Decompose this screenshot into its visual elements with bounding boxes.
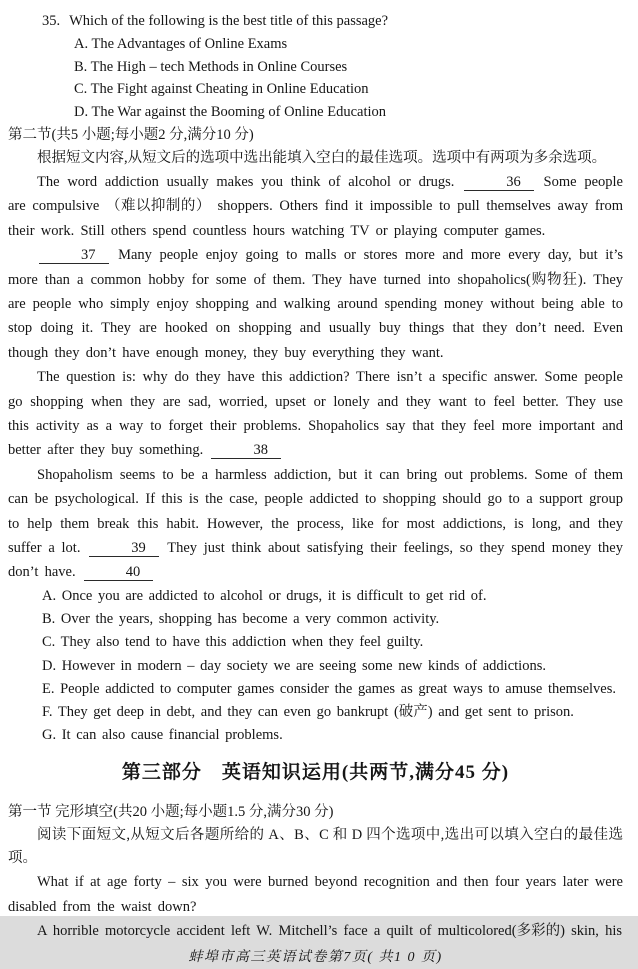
choice-option: G. It can also cause financial problems. [42,727,283,744]
question-35-number: 35. [42,13,61,29]
page-footer: 蚌埠市高三英语试卷第7页( 共1 0 页) [188,949,443,965]
choice-option: C. They also tend to have this addiction when they feel guilty. [42,634,424,651]
question-35 [42,10,623,33]
question-35-option: A. The Advantages of Online Exams [74,35,288,52]
question-35-option: C. The Fight against Cheating in Online Education [74,81,369,98]
section2-heading: 第二节(共5 小题;每小题2 分,满分10 分) [8,126,254,143]
choice-option: F. They get deep in debt, and they can even go bankrupt (破产) and get sent to prison. [42,703,574,720]
choice-option: D. However in modern – day society we are seeing some new kinds of addictions. [42,657,546,674]
question-35-options [8,33,623,124]
question-35-option: D. The War against the Booming of Online Education [74,104,386,121]
question-35-text: Which of the following is the best title of this passage? [69,13,389,29]
passage-paragraph: Shopaholism seems to be a harmless addiction, but it can bring out problems. Some of them can be psychological. If this is the case, people addicted to shopping should go to a support group to help them break this habit. However, the process, like for most addictions, is long, and they suffer a lot. 39 They just think about satisfying their feelings, so they spend money they don’t have. 40 [8,466,623,581]
passage-paragraph: The question is: why do they have this addiction? There isn’t a specific answer. Some people go shopping when they are sad, worried, upset or lonely and they want to feel better. They use this activity as a way to forget their problems. Shopaholics say that they feel more important and better after they buy something. 38 [8,369,623,459]
choice-option: E. People addicted to computer games consider the games as great ways to amuse themselves. [42,680,617,697]
blank-40: 40 [84,565,154,581]
choice-option: B. Over the years, shopping has become a very common activity. [42,611,440,628]
cloze-section-heading: 第一节 完形填空(共20 小题;每小题1.5 分,满分30 分) [8,804,334,821]
section2-instruction: 根据短文内容,从短文后的选项中选出能填入空白的最佳选项。选项中有两项为多余选项。 [37,149,607,166]
passage-paragraph: What if at age forty – six you were burned beyond recognition and then four years later were disabled from the waist down? [8,874,623,915]
blank-39: 39 [89,541,159,557]
section2-passage [8,170,623,585]
blank-37: 37 [39,248,109,264]
cloze-instruction: 阅读下面短文,从短文后各题所给的 A、B、C 和 D 四个选项中,选出可以填入空白的最佳选项。 [8,827,623,867]
blank-38: 38 [211,443,281,459]
question-35-option: B. The High – tech Methods in Online Courses [74,58,348,75]
section2-choice-list [8,585,623,747]
blank-36: 36 [464,175,534,191]
cloze-passage [8,870,623,943]
choice-option: A. Once you are addicted to alcohol or drugs, it is difficult to get rid of. [42,587,487,604]
passage-paragraph: A horrible motorcycle accident left W. Mitchell’s face a quilt of multicolored(多彩的) skin, his [37,923,623,940]
passage-paragraph: 37 Many people enjoy going to malls or stores more and more every day, but it’s more than a common hobby for some of them. They have turned into shopaholics(购物狂). They are people who simply enjoy shopping and walking around spending money without being able to stop doing it. They are hooked on shopping and usually buy things that they don’t need. Even though they don’t have enough money, they buy everything they want. [8,247,623,361]
passage-paragraph: The word addiction usually makes you think of alcohol or drugs. 36 Some people are compulsive （难以抑制的） shoppers. Others find it impossible to pull themselves away from their work. Still others spend countless hours watching TV or playing computer games. [8,173,623,239]
part3-heading: 第三部分 英语知识运用(共两节,满分45 分) [121,762,510,784]
